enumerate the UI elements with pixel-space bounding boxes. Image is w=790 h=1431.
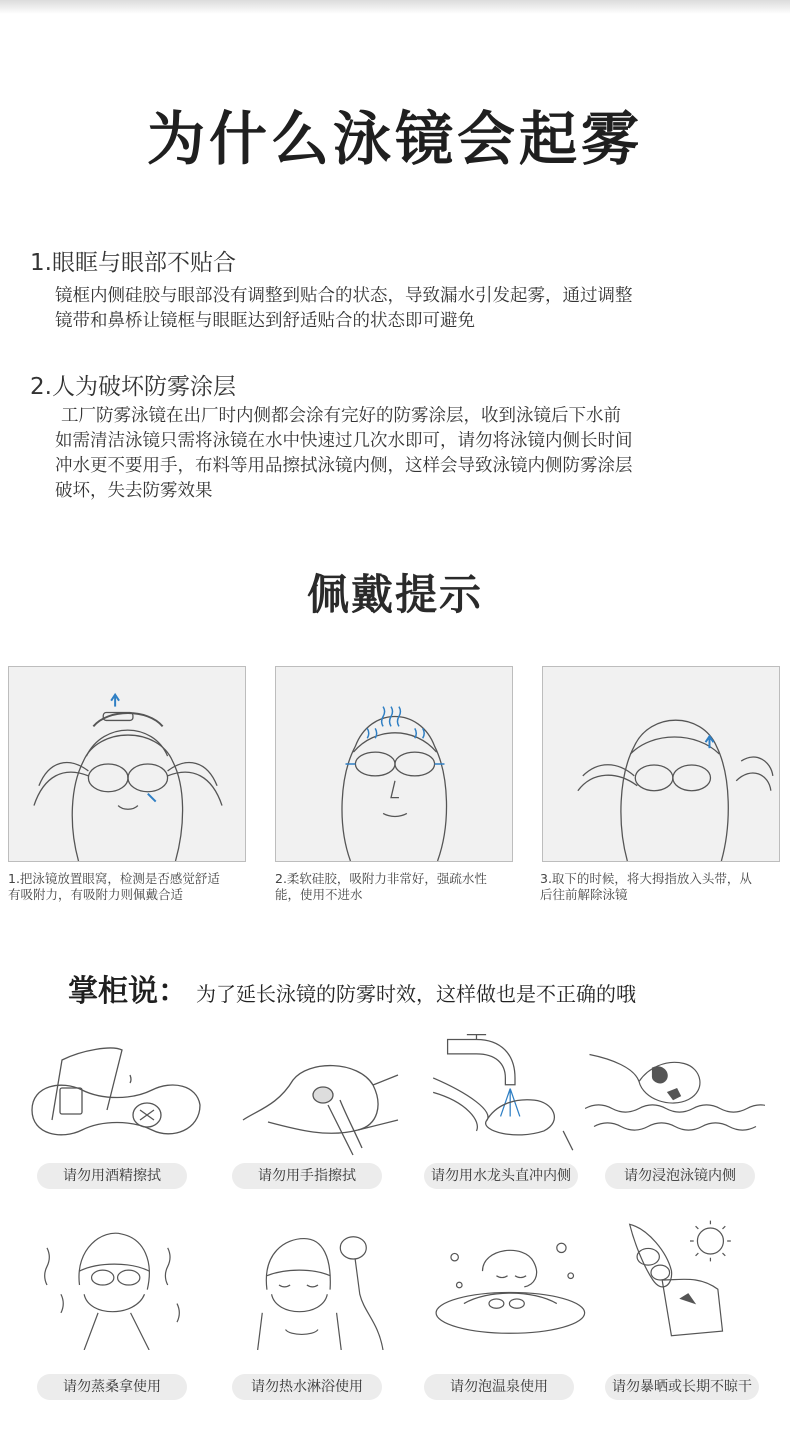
warning-illustration-alcohol <box>22 1030 202 1160</box>
warning-illustration-sauna <box>22 1220 202 1350</box>
warning-label: 请勿暴晒或长期不晾干 <box>605 1374 759 1400</box>
reason-body-2 <box>55 404 765 504</box>
reason-1-line: 镜框内侧硅胶与眼部没有调整到贴合的状态，导致漏水引发起雾，通过调整 <box>55 286 633 306</box>
warning-illustration-shower <box>228 1220 408 1350</box>
step-caption-line: 1.把泳镜放置眼窝，检测是否感觉舒适 <box>8 871 220 886</box>
warning-label: 请勿用酒精擦拭 <box>37 1163 187 1189</box>
step-caption-line: 3.取下的时候，将大拇指放入头带，从 <box>540 871 752 886</box>
step-caption-2 <box>275 871 525 903</box>
step-illustration-1 <box>8 666 246 862</box>
reason-heading-1: 1.眼眶与眼部不贴合 <box>30 250 236 276</box>
warning-label: 请勿用手指擦拭 <box>232 1163 382 1189</box>
shopkeeper-label: 掌柜说： <box>68 974 188 1009</box>
step-caption-line: 能，使用不进水 <box>275 887 363 902</box>
reason-heading-2: 2.人为破坏防雾涂层 <box>30 374 236 400</box>
warning-illustration-soak <box>585 1030 765 1160</box>
warning-illustration-finger <box>228 1030 408 1160</box>
top-shadow-band <box>0 0 790 14</box>
reason-2-line: 破坏，失去防雾效果 <box>55 481 213 501</box>
step-caption-1 <box>8 871 258 903</box>
reason-2-line: 冲水更不要用手，布料等用品擦拭泳镜内侧，这样会导致泳镜内侧防雾涂层 <box>55 456 633 476</box>
warning-illustration-hot-spring <box>425 1220 605 1350</box>
wear-tips-title: 佩戴提示 <box>306 570 483 619</box>
step-illustration-2 <box>275 666 513 862</box>
warning-label: 请勿泡温泉使用 <box>424 1374 574 1400</box>
warning-label: 请勿浸泡泳镜内侧 <box>605 1163 755 1189</box>
step-caption-line: 2.柔软硅胶，吸附力非常好，强疏水性 <box>275 871 487 886</box>
step-caption-line: 有吸附力，有吸附力则佩戴合适 <box>8 887 184 902</box>
reason-1-line: 镜带和鼻桥让镜框与眼眶达到舒适贴合的状态即可避免 <box>55 311 475 331</box>
warning-label: 请勿用水龙头直冲内侧 <box>424 1163 578 1189</box>
shopkeeper-text: 为了延长泳镜的防雾时效，这样做也是不正确的哦 <box>196 982 636 1006</box>
step-illustration-3 <box>542 666 780 862</box>
page-title: 为什么泳镜会起雾 <box>146 105 643 173</box>
shopkeeper-note <box>68 966 636 1010</box>
warning-label: 请勿蒸桑拿使用 <box>37 1374 187 1400</box>
reason-2-line: 如需清洁泳镜只需将泳镜在水中快速过几次水即可，请勿将泳镜内侧长时间 <box>55 431 633 451</box>
reason-2-line: 工厂防雾泳镜在出厂时内侧都会涂有完好的防雾涂层，收到泳镜后下水前 <box>61 406 621 426</box>
step-caption-line: 后往前解除泳镜 <box>540 887 628 902</box>
warning-illustration-sun <box>600 1215 780 1345</box>
step-caption-3 <box>540 871 790 903</box>
warning-label: 请勿热水淋浴使用 <box>232 1374 382 1400</box>
reason-body-1 <box>55 284 765 334</box>
warning-illustration-faucet <box>425 1025 605 1155</box>
